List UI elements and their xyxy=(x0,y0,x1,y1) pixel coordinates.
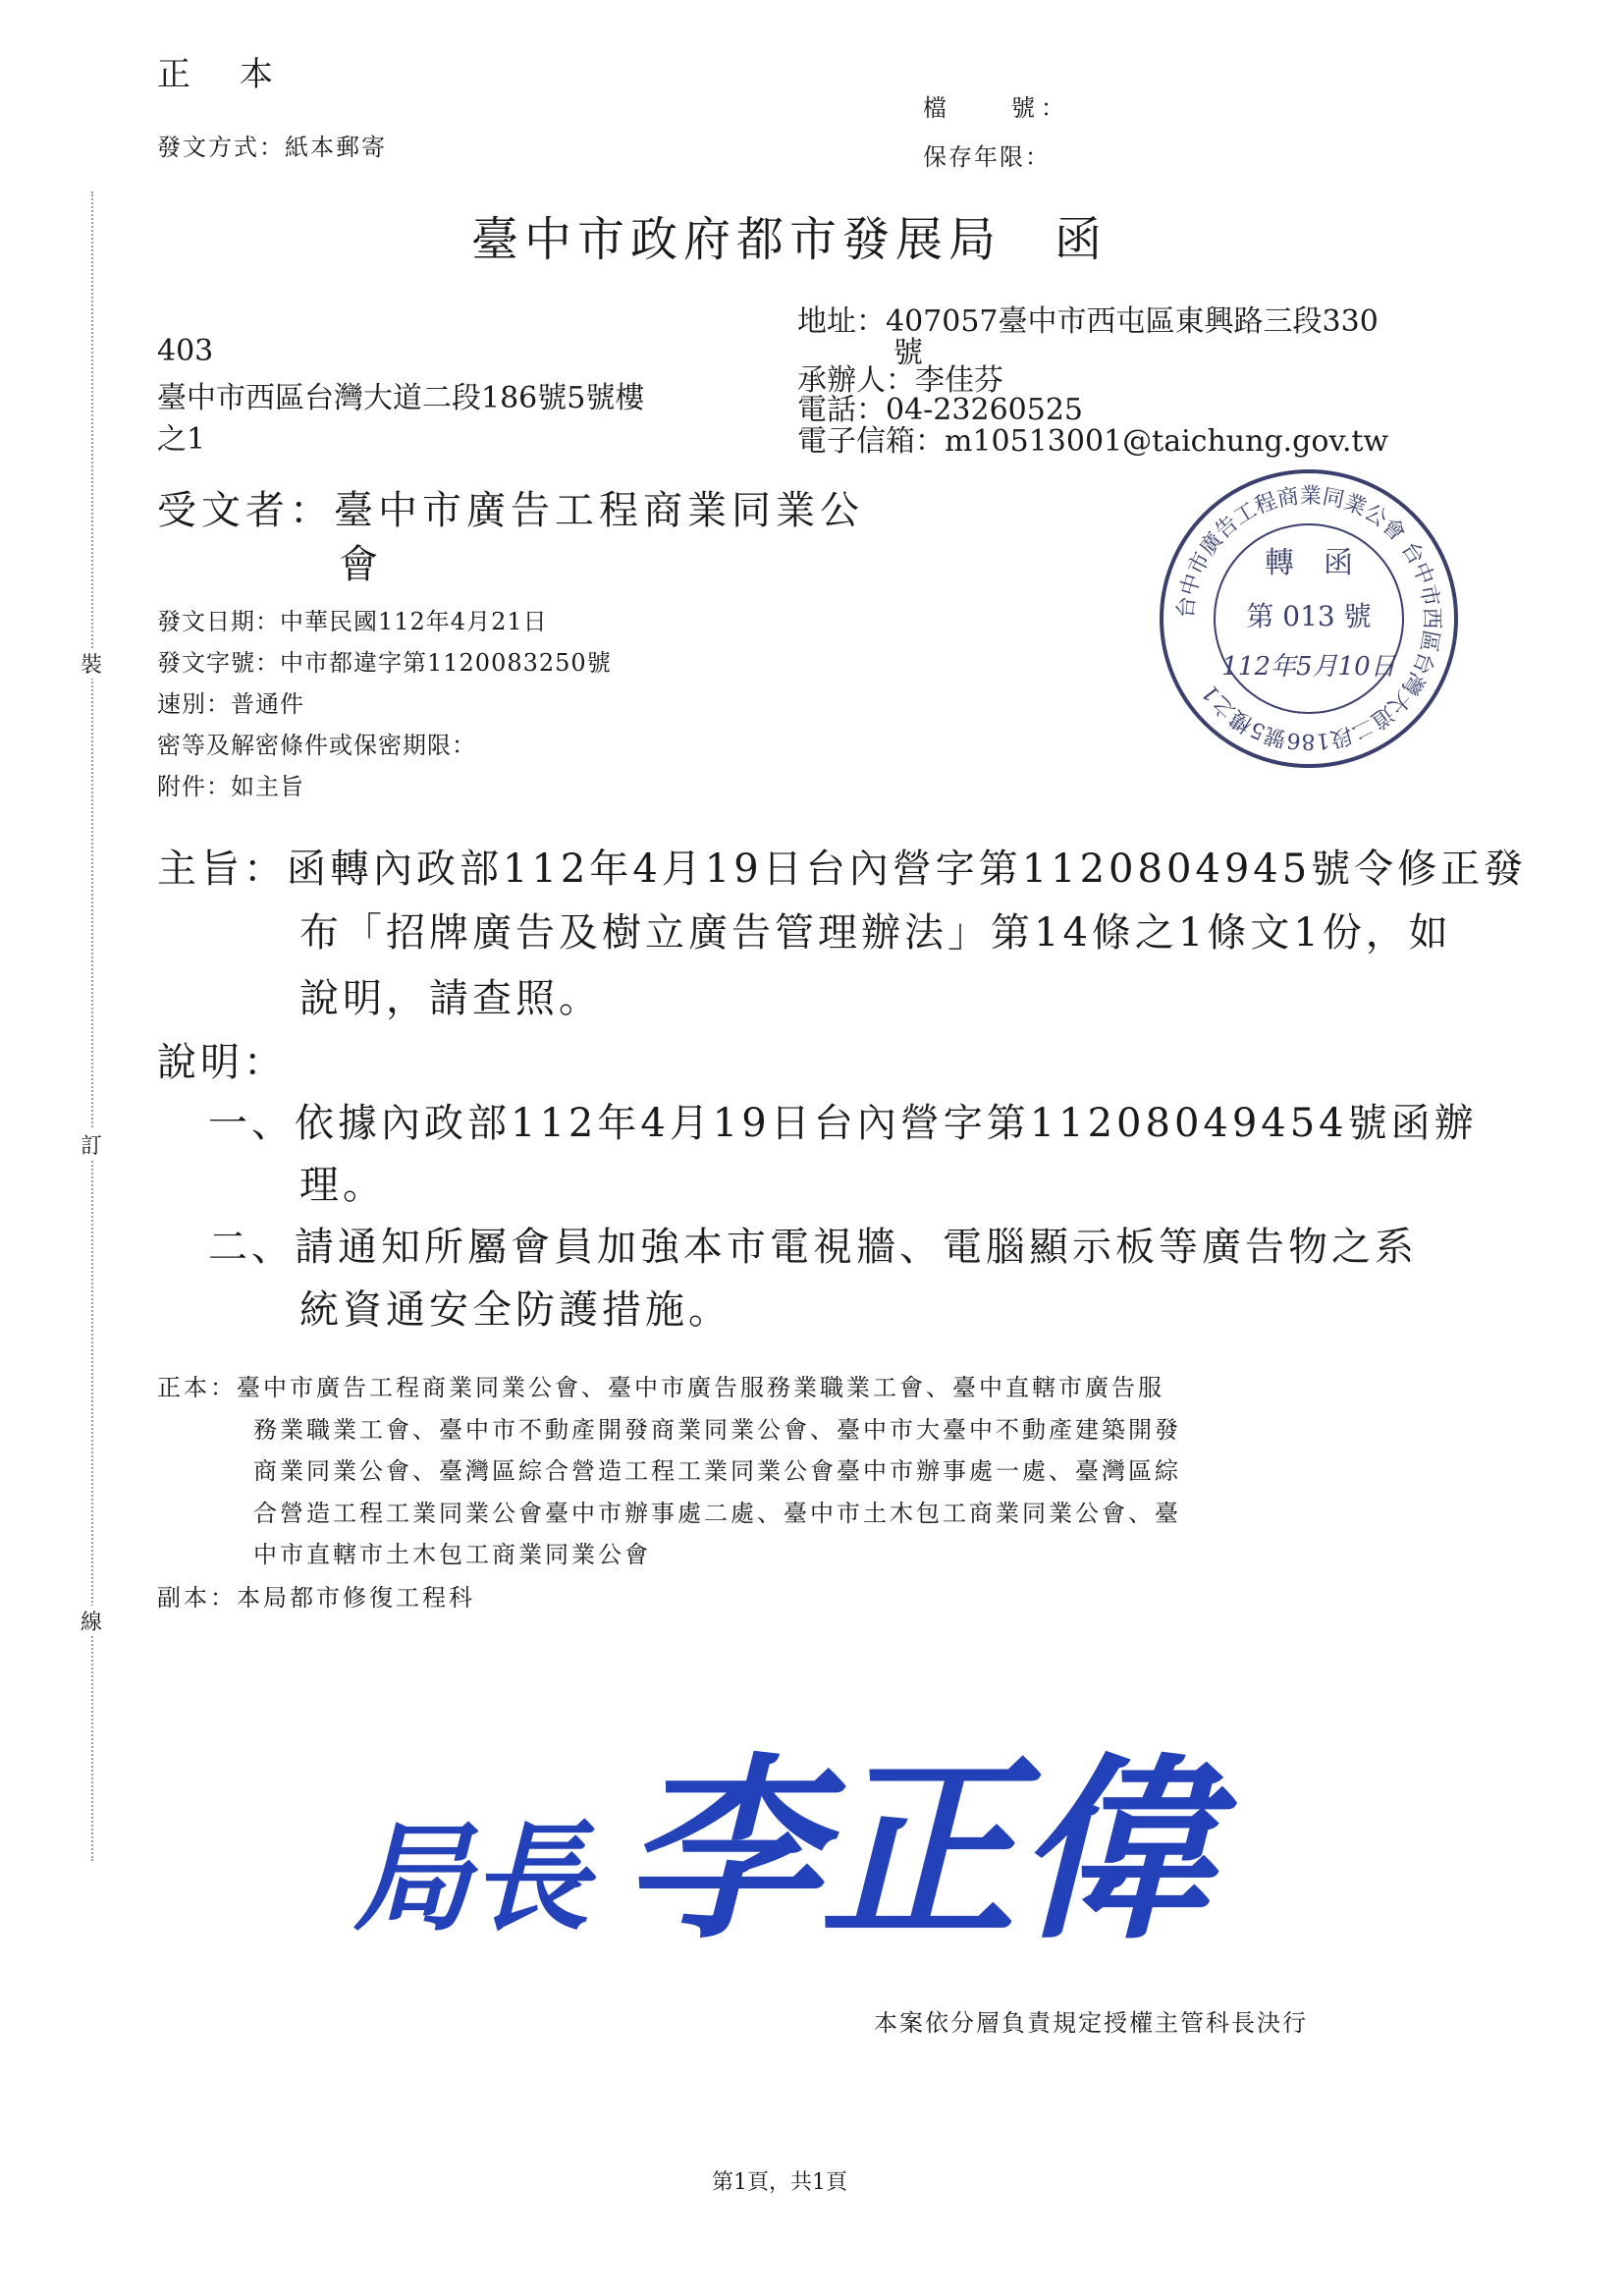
speed: 速別：普通件 xyxy=(157,690,304,718)
binding-mark-top: 裝 xyxy=(81,648,102,679)
subject-line3: 說明，請查照。 xyxy=(299,976,602,1021)
sender-address-line2: 號 xyxy=(893,336,923,370)
recipient-address-line2: 之1 xyxy=(157,422,206,457)
distribution-main-line5: 中市直轄市土木包工商業同業公會 xyxy=(253,1541,651,1568)
distribution-copy: 副本：本局都市修復工程科 xyxy=(157,1584,475,1612)
file-number-label: 檔 號： xyxy=(923,94,1070,122)
phone: 電話：04-23260525 xyxy=(797,393,1084,427)
seal-date: 112年5月10日 xyxy=(1221,652,1396,682)
document-title: 臺中市政府都市發展局 函 xyxy=(471,212,1109,267)
distribution-main-line3: 商業同業公會、臺灣區綜合營造工程工業同業公會臺中市辦事處一處、臺灣區綜 xyxy=(253,1457,1181,1485)
distribution-main-line1: 正本：臺中市廣告工程商業同業公會、臺中市廣告服務業職業工會、臺中直轄市廣告服 xyxy=(157,1374,1164,1401)
seal-number: 第 013 號 xyxy=(1246,600,1372,632)
copy-label: 正 本 xyxy=(157,55,281,94)
signature-name: 李正偉 xyxy=(623,1735,1214,1966)
handler: 承辦人：李佳芬 xyxy=(797,363,1003,398)
attachment: 附件：如主旨 xyxy=(157,773,304,800)
secrecy: 密等及解密條件或保密期限： xyxy=(157,732,476,759)
recipient-address-line1: 臺中市西區台灣大道二段186號5號樓 xyxy=(157,381,645,415)
page-footer: 第1頁，共1頁 xyxy=(712,2170,847,2195)
sender-address-line1: 地址：407057臺中市西屯區東興路三段330 xyxy=(797,304,1379,339)
seal-center-top: 轉 函 xyxy=(1265,546,1353,580)
receiver-line2: 會 xyxy=(339,542,378,587)
explanation-item2-line1: 二、請通知所屬會員加強本市電視牆、電腦顯示板等廣告物之系 xyxy=(208,1225,1418,1270)
signature-title: 局長 xyxy=(353,1809,589,1947)
subject-line1: 主旨：函轉內政部112年4月19日台內營字第1120804945號令修正發 xyxy=(157,847,1528,892)
explanation-heading: 說明： xyxy=(157,1040,287,1085)
receipt-seal xyxy=(1157,466,1461,771)
recipient-postcode: 403 xyxy=(157,334,214,368)
distribution-main-line4: 合營造工程工業同業公會臺中市辦事處二處、臺中市土木包工商業同業公會、臺 xyxy=(253,1500,1181,1527)
issue-date: 發文日期：中華民國112年4月21日 xyxy=(157,608,548,635)
receiver-line1: 受文者：臺中市廣告工程商業同業公 xyxy=(157,488,864,533)
issue-number: 發文字號：中市都違字第1120083250號 xyxy=(157,649,612,677)
explanation-item1-line2: 理。 xyxy=(299,1163,386,1208)
director-signature xyxy=(353,1694,1213,1976)
distribution-main-line2: 務業職業工會、臺中市不動產開發商業同業公會、臺中市大臺中不動產建築開發 xyxy=(253,1416,1181,1444)
email: 電子信箱：m10513001@taichung.gov.tw xyxy=(797,424,1389,459)
send-method: 發文方式：紙本郵寄 xyxy=(157,134,387,161)
seal-ring-text: 台中市廣告工程商業同業公會 台中市西區台灣大道二段186號5樓之1 xyxy=(1173,483,1444,754)
binding-mark-middle: 訂 xyxy=(81,1129,102,1160)
retention-label: 保存年限： xyxy=(923,143,1051,171)
explanation-item1-line1: 一、依據內政部112年4月19日台內營字第11208049454號函辦 xyxy=(208,1101,1478,1146)
authorization-note: 本案依分層負責規定授權主管科長決行 xyxy=(874,2009,1308,2037)
explanation-item2-line2: 統資通安全防護措施。 xyxy=(299,1287,731,1333)
subject-line2: 布「招牌廣告及樹立廣告管理辦法」第14條之1條文1份，如 xyxy=(299,910,1452,956)
binding-mark-bottom: 線 xyxy=(81,1606,102,1636)
